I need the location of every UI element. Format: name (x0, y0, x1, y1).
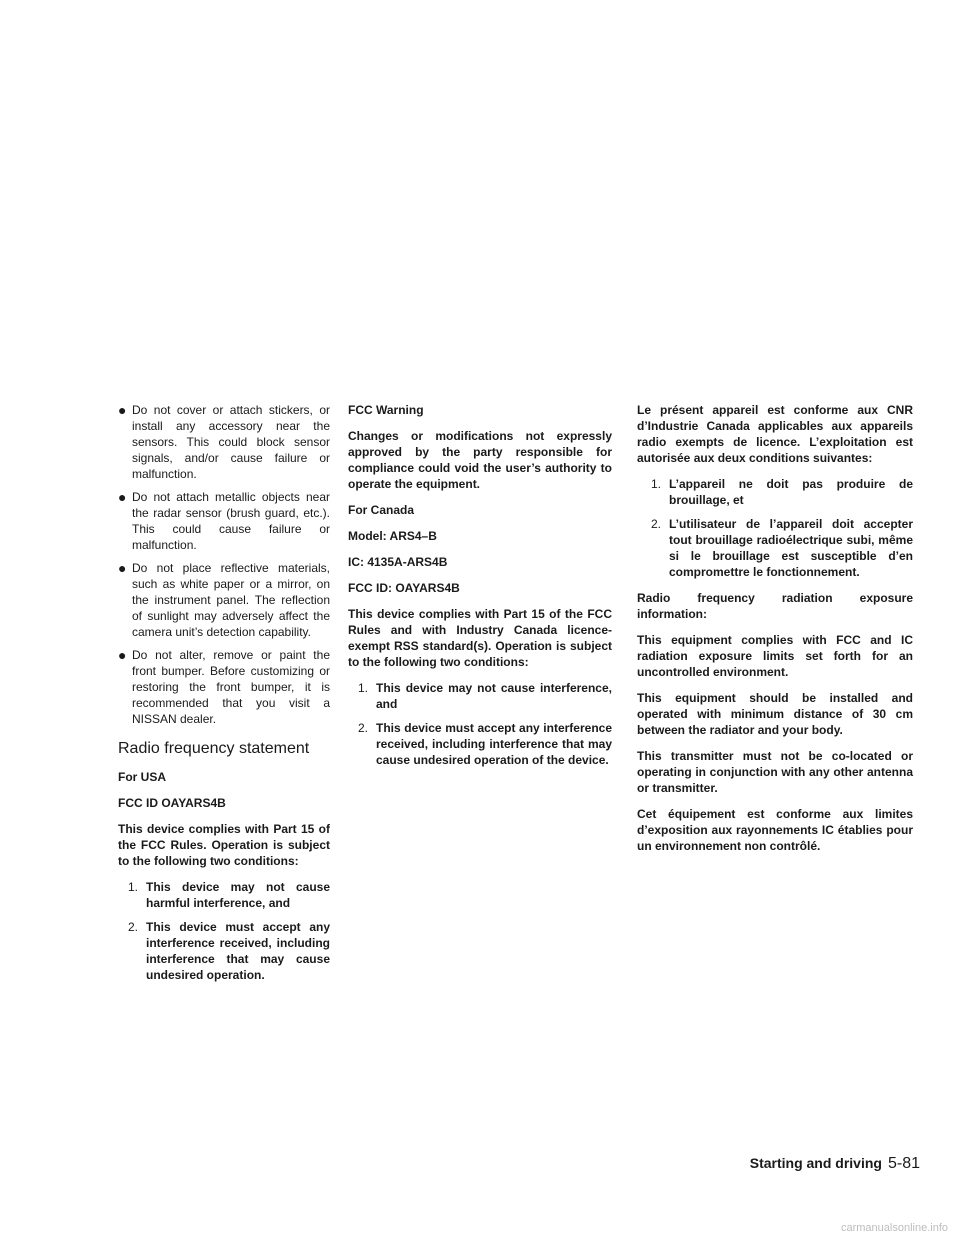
section-title: Starting and driving (749, 1155, 882, 1171)
watermark: carmanualsonline.info (840, 1222, 948, 1234)
list-item: 2. L’utilisateur de l’appareil doit accepter tout brouillage radioélectrique subi, même si le brouillage est susceptible d’en compromettre le fonctionnement. (651, 517, 913, 579)
list-item: 2. This device must accept any interference received, including interference that may cause undesired operation of the device. (358, 721, 612, 767)
french-conditions-list (637, 476, 913, 580)
rf-exposure-heading: Radio frequency radiation exposure information: (637, 591, 913, 621)
list-item: 1. This device may not cause interference, and (358, 681, 612, 711)
rf-french-text: Cet équipement est conforme aux limites d’exposition aux rayonnements IC établies pour un environnement non contrôlé. (637, 807, 913, 853)
list-item: 1. L’appareil ne doit pas produire de brouillage, et (651, 477, 913, 507)
list-item: 2. This device must accept any interference received, including interference that may cause undesired operation. (128, 920, 330, 982)
bullet-item: ● Do not cover or attach stickers, or install any accessory near the sensors. This could block sensor signals, and/or cause failure or malfunction. (118, 402, 330, 481)
section-heading: Radio frequency statement (118, 740, 310, 757)
rf-compliance-text: This equipment complies with FCC and IC radiation exposure limits set forth for an uncontrolled environment. (637, 633, 913, 679)
bullet-icon: ● (118, 647, 127, 663)
canada-model: Model: ARS4–B (348, 529, 437, 543)
page-number: 5-81 (887, 1155, 920, 1172)
usa-fcc-id: FCC ID OAYARS4B (118, 796, 226, 810)
bullet-item: ● Do not place reflective materials, such as white paper or a mirror, on the instrument panel. The reflection of sunlight may adversely affect the camera unit’s detection capability. (118, 560, 330, 639)
usa-compliance-text: This device complies with Part 15 of the FCC Rules. Operation is subject to the following two conditions: (118, 822, 330, 868)
bullet-item: ● Do not attach metallic objects near the radar sensor (brush guard, etc.). This could cause failure or malfunction. (118, 489, 330, 552)
rf-colocation-text: This transmitter must not be co-located or operating in conjunction with any other antenna or transmitter. (637, 749, 913, 795)
canada-conditions-list (348, 680, 612, 768)
usa-conditions-list (118, 879, 330, 983)
canada-fcc-id: FCC ID: OAYARS4B (348, 581, 460, 595)
canada-compliance-text: This device complies with Part 15 of the FCC Rules and with Industry Canada licence-exempt RSS standard(s). Operation is subject to the following two conditions: (348, 607, 612, 669)
usa-label: For USA (118, 770, 166, 784)
fcc-warning-heading: FCC Warning (348, 403, 424, 417)
bullet-item: ● Do not alter, remove or paint the front bumper. Before customizing or restoring the front bumper, it is recommended that you visit a NISSAN dealer. (118, 647, 330, 726)
french-intro: Le présent appareil est conforme aux CNR d’Industrie Canada applicables aux appareils radio exempts de licence. L’exploitation est autorisée aux deux conditions suivantes: (637, 403, 913, 465)
canada-ic: IC: 4135A-ARS4B (348, 555, 448, 569)
list-item: 1. This device may not cause harmful interference, and (128, 880, 330, 910)
bullet-icon: ● (118, 489, 127, 505)
column-2 (348, 402, 612, 778)
fcc-warning-text: Changes or modifications not expressly approved by the party responsible for compliance could void the user’s authority to operate the equipment. (348, 429, 612, 491)
bullet-icon: ● (118, 560, 127, 576)
rf-distance-text: This equipment should be installed and operated with minimum distance of 30 cm between the radiator and your body. (637, 691, 913, 737)
bullet-icon: ● (118, 402, 127, 418)
canada-label: For Canada (348, 503, 415, 517)
column-1 (118, 402, 330, 993)
column-3 (637, 402, 913, 864)
page-footer (750, 1155, 920, 1173)
